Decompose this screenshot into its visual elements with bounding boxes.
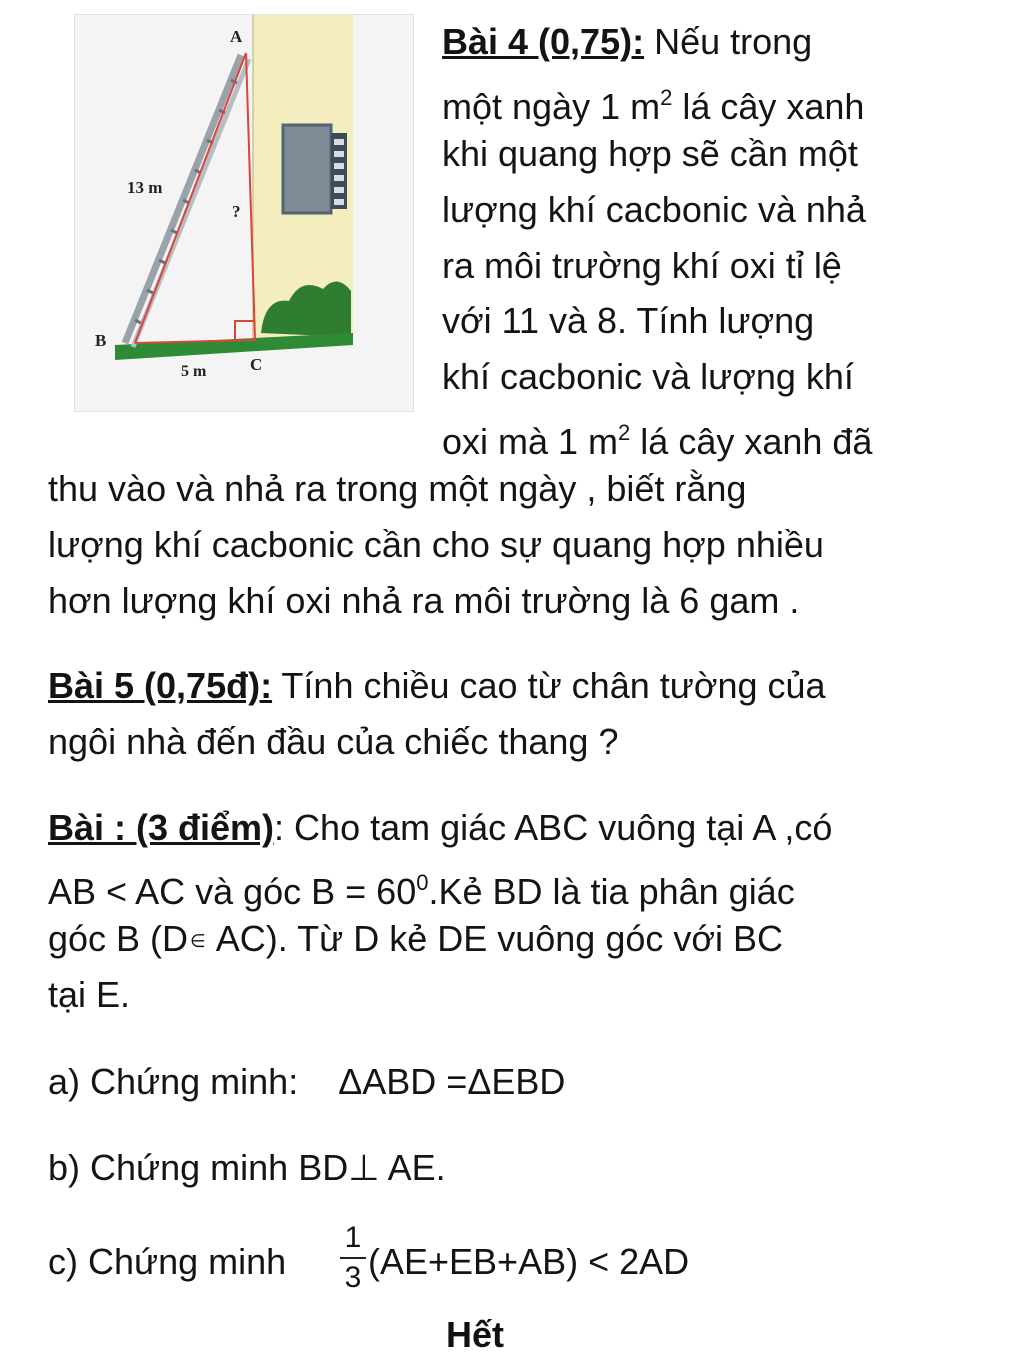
part-a-expression: ΔABD =ΔEBD (338, 1061, 566, 1102)
bai4-title: Bài 4 (0,75): (442, 21, 645, 62)
bai4-sup-2: 2 (660, 85, 673, 110)
perpendicular-symbol: ⊥ (348, 1147, 380, 1188)
part-b-rest: AE. (379, 1147, 446, 1188)
bai4-line-11: hơn lượng khí oxi nhả ra môi trường là 6 gam . (48, 580, 800, 621)
bai5-title: Bài 5 (0,75đ): (48, 665, 273, 706)
label-unknown-height: ? (232, 202, 241, 221)
fraction-bar (340, 1257, 366, 1259)
bai4-text-2b: lá cây xanh (672, 86, 865, 127)
bai4-text-2a: một ngày 1 m (442, 86, 661, 127)
bai4-line-7: khí cacbonic và lượng khí (442, 356, 854, 397)
bai4-line-10: lượng khí cacbonic cần cho sự quang hợp nhiều (48, 524, 824, 565)
bai6-sup-2: 0 (416, 870, 429, 895)
window (283, 125, 331, 213)
bai4-line-9: thu vào và nhả ra trong một ngày , biết rằng (48, 468, 747, 509)
element-of-symbol: ∈ (190, 931, 206, 951)
label-ladder-length: 13 m (127, 178, 163, 197)
bai5-text-1: Tính chiều cao từ chân tường của (272, 665, 826, 706)
bai6-title: Bài : (3 điểm) (48, 807, 275, 848)
bai6-text-3a: góc B (D (48, 918, 189, 959)
bai4-line-8 (442, 411, 872, 464)
bai6-text-2b: .Kẻ BD là tia phân giác (428, 871, 795, 912)
label-c: C (250, 355, 263, 374)
bai4-sup-8: 2 (618, 420, 631, 445)
bai4-line-5: ra môi trường khí oxi tỉ lệ (442, 245, 842, 286)
label-base-length: 5 m (181, 363, 207, 380)
bai6-line-2 (48, 861, 795, 914)
ladder-diagram (75, 15, 413, 411)
bai6-text-3b: AC). Từ D kẻ DE vuông góc với BC (207, 918, 783, 959)
ladder-figure (75, 15, 413, 411)
bai6-line-1 (48, 806, 832, 850)
bai4-line-4: lượng khí cacbonic và nhả (442, 189, 866, 230)
part-c-expression: (AE+EB+AB) < 2AD (368, 1241, 690, 1282)
part-a (48, 1060, 565, 1104)
part-b-label: b) Chứng minh BD (48, 1147, 349, 1188)
fraction-denominator: 3 (344, 1261, 362, 1294)
fraction-numerator: 1 (344, 1221, 362, 1254)
part-b (48, 1146, 446, 1190)
bai5-line-1 (48, 664, 826, 708)
bai4-line-6: với 11 và 8. Tính lượng (442, 300, 815, 341)
bai4-line-2 (442, 76, 864, 129)
bai6-line-3 (48, 917, 783, 963)
bai4-line-1 (442, 20, 812, 64)
label-b: B (95, 331, 107, 350)
bai4-text-1: Nếu trong (644, 21, 813, 62)
bai5-line-2: ngôi nhà đến đầu của chiếc thang ? (48, 721, 619, 762)
part-c-label: c) Chứng minh (48, 1241, 287, 1282)
bai6-text-1: : Cho tam giác ABC vuông tại A ,có (274, 807, 833, 848)
bai4-text-8b: lá cây xanh đã (630, 421, 873, 462)
bai4-text-8a: oxi mà 1 m (442, 421, 619, 462)
bai6-line-4: tại E. (48, 974, 131, 1015)
end-text: Hết (446, 1314, 505, 1355)
label-a: A (230, 27, 243, 46)
fraction-one-third (340, 1222, 366, 1294)
bai4-line-3: khi quang hợp sẽ cần một (442, 133, 858, 174)
bai6-text-2a: AB < AC và góc B = 60 (48, 871, 417, 912)
part-a-label: a) Chứng minh: (48, 1061, 299, 1102)
